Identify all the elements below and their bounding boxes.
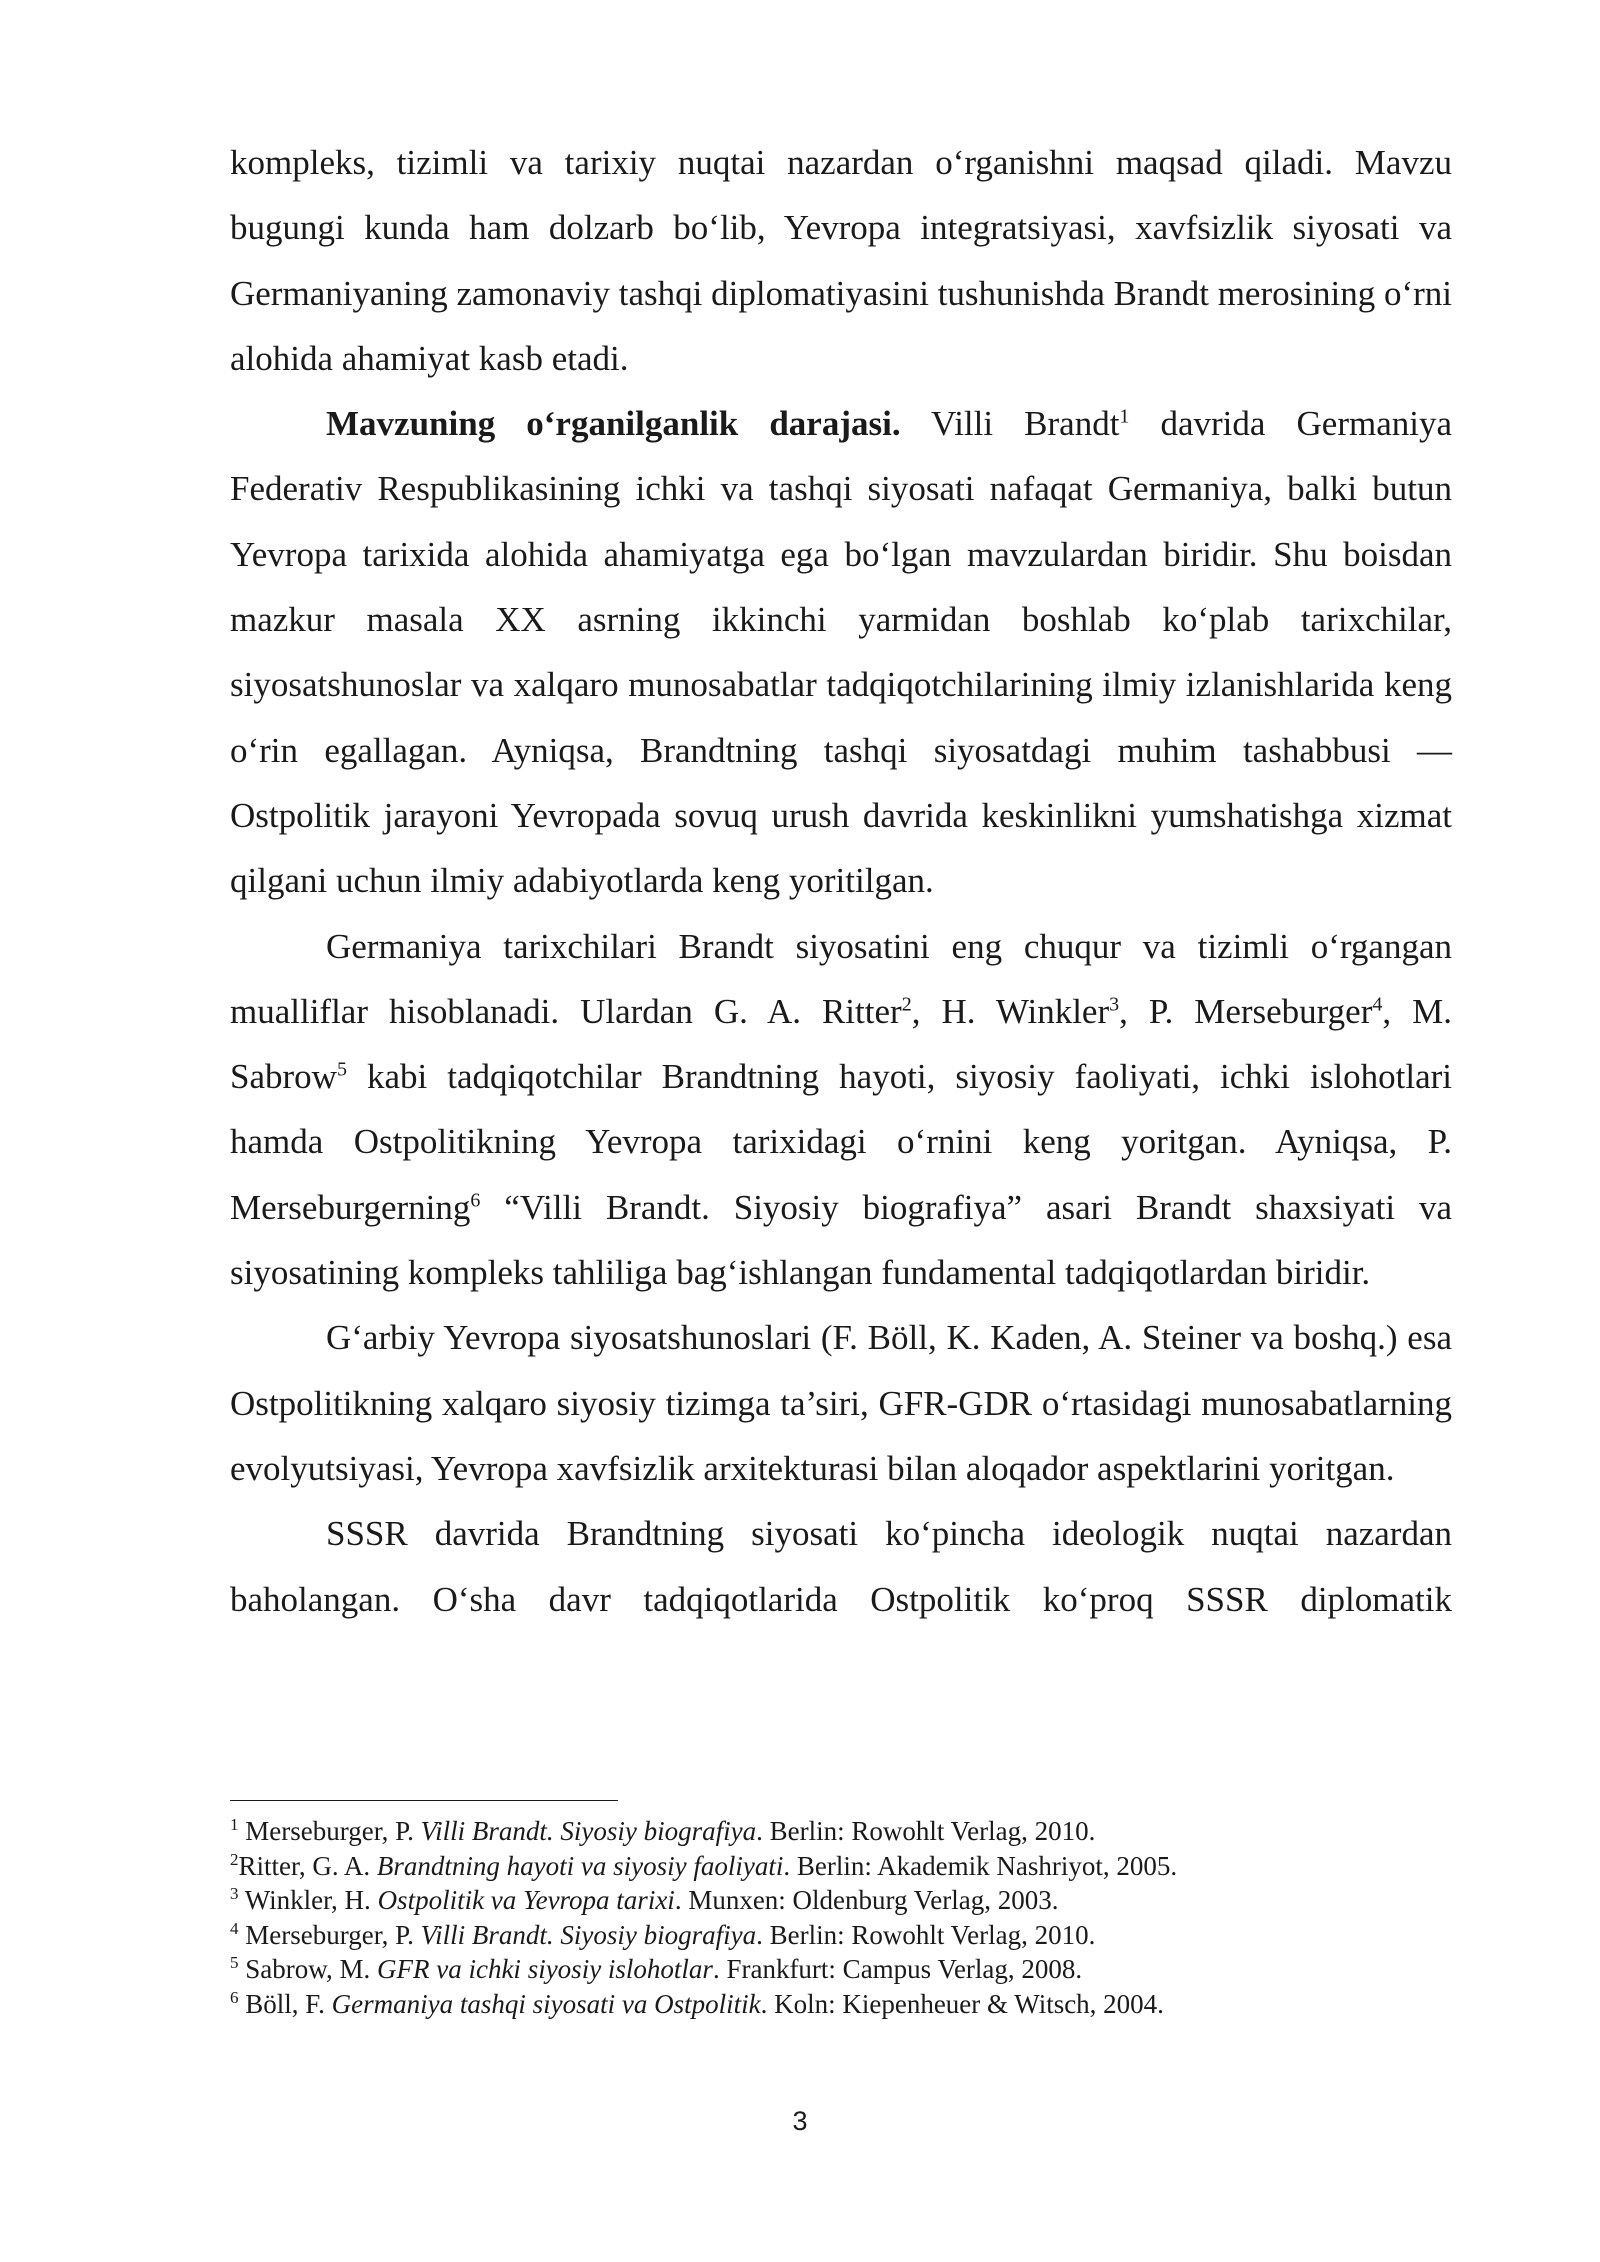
section-heading: Mavzuning o‘rganilganlik darajasi. <box>326 404 901 444</box>
paragraph-western-scholars: G‘arbiy Yevropa siyosatshunoslari (F. Böll, K. Kaden, A. Steiner va boshq.) esa Ostpolitikning xalqaro siyosiy tizimga ta’siri, GFR-GDR o‘rtasidagi munosabatlarning evolyutsiyasi, Yevropa xavfsizlik arxitekturasi bilan aloqador aspektlarini yoritgan. <box>230 1318 1452 1488</box>
document-body <box>230 130 1452 1632</box>
footnote-title: Villi Brandt. Siyosiy biografiya <box>420 1919 757 1950</box>
footnote-ref[interactable]: 3 <box>1109 993 1120 1016</box>
footnote-title: Brandtning hayoti va siyosiy faoliyati <box>376 1850 784 1881</box>
footnote-number: 4 <box>230 1918 239 1938</box>
paragraph-german-historians: Germaniya tarixchilari Brandt siyosatini eng chuqur va tizimli o‘rgangan mualliflar hisoblanadi. Ulardan G. A. Ritter$^2$, H. Winkler$^3$, P. Merseburger$^4$, M. Sabrow$^5$ kabi tadqiqotchilar Brandtning hayoti, siyosiy faoliyati, ichki islohotlari hamda Ostpolitikning Yevropa tarixidagi o‘rnini keng yoritgan. Ayniqsa, P. Merseburgerning$^6$ “Villi Brandt. Siyosiy biografiya” asari Brandt shaxsiyati va siyosatining kompleks tahliliga bag‘ishlangan fundamental tadqiqotlardan biridir. <box>230 926 1453 1293</box>
footnote-ref[interactable]: 1 <box>1119 405 1130 428</box>
footnote-number: 3 <box>230 1884 239 1904</box>
footnote-item: $^1$ Merseburger, P. Villi Brandt. Siyosiy biografiya. Berlin: Rowohlt Verlag, 2010. <box>230 1815 1096 1846</box>
footnote-item: $^6$ Böll, F. Germaniya tashqi siyosati va Ostpolitik. Koln: Kiepenheuer & Witsch, 2004. <box>230 1987 1164 2019</box>
footnote-ref[interactable]: 2 <box>901 993 912 1016</box>
footnote-title: GFR va ichki siyosiy islohotlar <box>377 1954 713 1985</box>
footnote-item: $^5$ Sabrow, M. GFR va ichki siyosiy islohotlar. Frankfurt: Campus Verlag, 2008. <box>230 1953 1083 1985</box>
footnote-ref[interactable]: 5 <box>336 1058 347 1081</box>
footnote-title: Ostpolitik va Yevropa tarixi <box>377 1885 675 1916</box>
paragraph-ussr-period: SSSR davrida Brandtning siyosati ko‘pincha ideologik nuqtai nazardan baholangan. O‘sha davr tadqiqotlarida Ostpolitik ko‘proq SSSR diplomatik <box>230 1514 1452 1619</box>
footnote-separator <box>230 1800 618 1801</box>
page-number: 3 <box>792 2106 808 2136</box>
footnote-item: $^2$Ritter, G. A. Brandtning hayoti va siyosiy faoliyati. Berlin: Akademik Nashriyot, 2005. <box>230 1849 1178 1881</box>
footnote-ref[interactable]: 6 <box>470 1189 481 1212</box>
footnote-title: Germaniya tashqi siyosati va Ostpolitik <box>331 1988 761 2019</box>
footnote-number: 5 <box>230 1953 239 1973</box>
footnote-ref[interactable]: 4 <box>1372 993 1383 1016</box>
footnote-number: 6 <box>230 1987 239 2007</box>
footnote-number: 2 <box>230 1849 239 1869</box>
footnote-number: 1 <box>230 1815 239 1834</box>
paragraph-continuation: kompleks, tizimli va tarixiy nuqtai nazardan o‘rganishni maqsad qiladi. Mavzu bugungi kunda ham dolzarb bo‘lib, Yevropa integratsiyasi, xavfsizlik siyosati va Germaniyaning zamonaviy tashqi diplomatiyasini tushunishda Brandt merosining o‘rni alohida ahamiyat kasb etadi. <box>230 143 1452 378</box>
footnote-item: $^4$ Merseburger, P. Villi Brandt. Siyosiy biografiya. Berlin: Rowohlt Verlag, 2010. <box>230 1918 1096 1950</box>
footnote-title: Villi Brandt. Siyosiy biografiya <box>420 1816 757 1846</box>
footnote-list <box>230 1814 1452 2022</box>
paragraph-study-degree: Mavzuning o‘rganilganlik darajasi. Villi Brandt$^1$ davrida Germaniya Federativ Respublikasining ichki va tashqi siyosati nafaqat Germaniya, balki butun Yevropa tarixida alohida ahamiyatga ega bo‘lgan mavzulardan biridir. Shu boisdan mazkur masala XX asrning ikkinchi yarmidan boshlab ko‘plab tarixchilar, siyosatshunoslar va xalqaro munosabatlar tadqiqotchilarining ilmiy izlanishlarida keng o‘rin egallagan. Ayniqsa, Brandtning tashqi siyosatdagi muhim tashabbusi — Ostpolitik jarayoni Yevropada sovuq urush davrida keskinlikni yumshatishga xizmat qilgani uchun ilmiy adabiyotlarda keng yoritilgan. <box>230 404 1452 901</box>
footnote-item: $^3$ Winkler, H. Ostpolitik va Yevropa tarixi. Munxen: Oldenburg Verlag, 2003. <box>230 1884 1059 1916</box>
